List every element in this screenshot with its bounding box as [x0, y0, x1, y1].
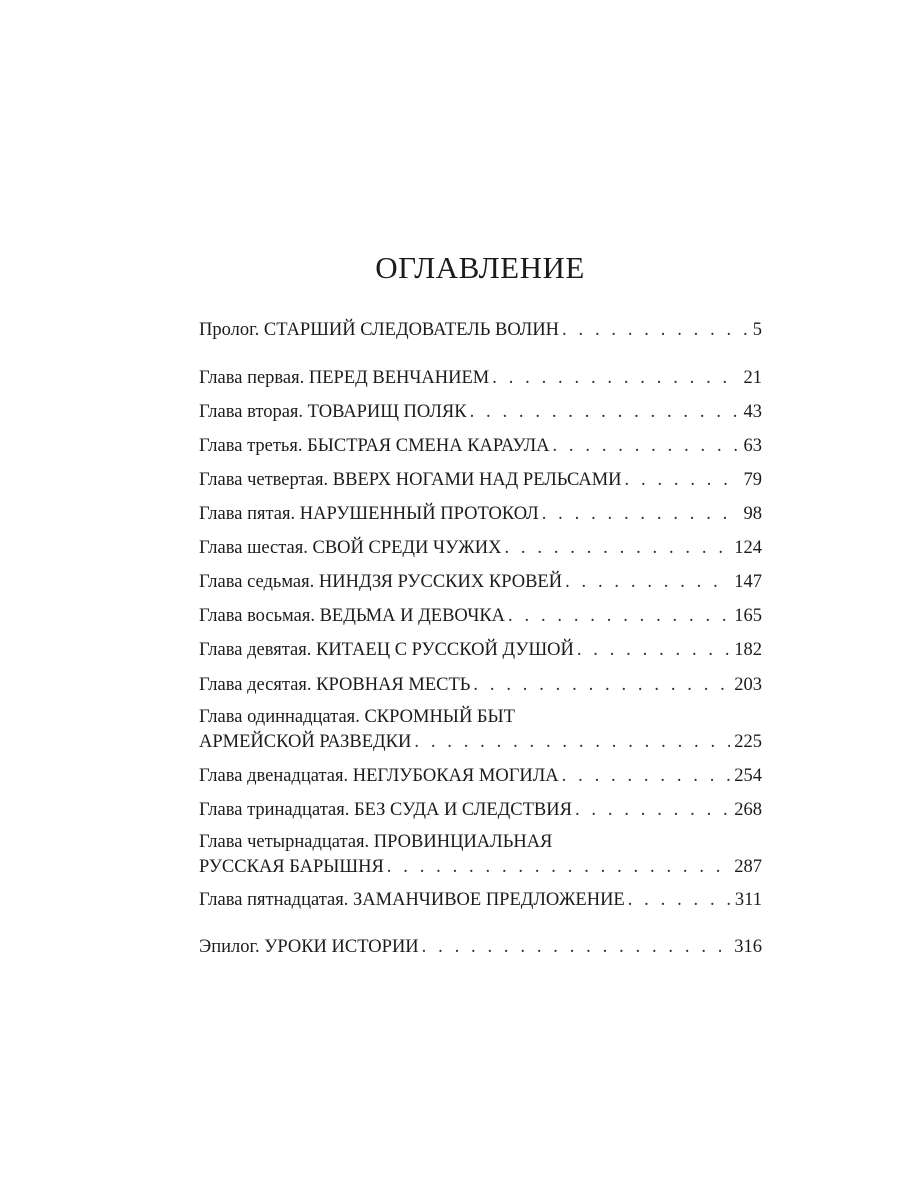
toc-entry	[199, 604, 762, 628]
dot-leader	[473, 673, 730, 697]
toc-entry-title: Глава седьмая. НИНДЗЯ РУССКИХ КРОВЕЙ	[199, 572, 563, 592]
toc-heading: ОГЛАВЛЕНИЕ	[375, 250, 585, 285]
toc-entry	[199, 798, 762, 822]
toc-entry-page-number: 43	[743, 402, 762, 422]
toc-entry-title: Глава девятая. КИТАЕЦ С РУССКОЙ ДУШОЙ	[199, 640, 574, 660]
toc-entry-line	[199, 570, 762, 594]
dot-leader	[628, 888, 731, 912]
toc-entry-title: Глава восьмая. ВЕДЬМА И ДЕВОЧКА	[199, 606, 506, 626]
toc-entry-page-number: 79	[743, 470, 762, 490]
toc-entry-line	[199, 366, 762, 390]
toc-entry-page-number: 254	[734, 766, 762, 786]
toc-entry-page-number: 311	[734, 890, 762, 910]
toc-entry	[199, 673, 762, 697]
toc-entry	[199, 638, 762, 662]
toc-entry-line	[199, 673, 762, 697]
toc-entry-line	[199, 798, 762, 822]
toc-entry-page-number: 147	[734, 572, 762, 592]
toc-entry-page-number: 124	[734, 538, 762, 558]
toc-entry-line	[199, 855, 762, 880]
toc-entry-title: РУССКАЯ БАРЫШНЯ	[199, 857, 384, 877]
toc-entry-page-number: 268	[734, 800, 762, 820]
toc-entry-page-number: 316	[734, 937, 762, 957]
toc-entry	[199, 705, 762, 755]
toc-entry-title: Пролог. СТАРШИЙ СЛЕДОВАТЕЛЬ ВОЛИН	[199, 320, 560, 340]
dot-leader	[504, 536, 730, 560]
toc-entry-title-first-line: Глава четырнадцатая. ПРОВИНЦИАЛЬНАЯ	[199, 832, 553, 852]
toc-entry-line	[199, 536, 762, 560]
toc-entry-line	[199, 764, 762, 788]
toc-entry-title: АРМЕЙСКОЙ РАЗВЕДКИ	[199, 732, 412, 752]
toc-entry	[199, 764, 762, 788]
toc-entry-page-number: 5	[752, 320, 762, 340]
toc-entry-line	[199, 730, 762, 755]
toc-entry	[199, 400, 762, 424]
toc-entry	[199, 366, 762, 390]
toc-entry-line	[199, 400, 762, 424]
toc-entry-title: Глава десятая. КРОВНАЯ МЕСТЬ	[199, 675, 471, 695]
toc-entry-line	[199, 502, 762, 526]
dot-leader	[552, 434, 739, 458]
toc-entry	[199, 468, 762, 492]
dot-leader	[575, 798, 730, 822]
toc-entry-page-number: 287	[734, 857, 762, 877]
toc-entry-line	[199, 434, 762, 458]
toc-entry-line	[199, 935, 762, 959]
toc-entry-page-number: 165	[734, 606, 762, 626]
toc-entry-page-number: 63	[743, 436, 762, 456]
dot-leader	[492, 366, 739, 390]
toc-entry-title: Глава тринадцатая. БЕЗ СУДА И СЛЕДСТВИЯ	[199, 800, 572, 820]
toc-entry	[199, 502, 762, 526]
toc-entry-page-number: 98	[743, 504, 762, 524]
toc-entry	[199, 536, 762, 560]
dot-leader	[414, 730, 730, 755]
toc-entry-page-number: 21	[743, 368, 762, 388]
dot-leader	[565, 570, 730, 594]
toc-entry-line	[199, 888, 762, 912]
toc-entry-page-number: 182	[734, 640, 762, 660]
toc-entry-title: Глава пятая. НАРУШЕННЫЙ ПРОТОКОЛ	[199, 504, 539, 524]
toc-entry-title: Глава первая. ПЕРЕД ВЕНЧАНИЕМ	[199, 368, 490, 388]
dot-leader	[577, 638, 730, 662]
toc-entry-page-number: 203	[734, 675, 762, 695]
toc-entry	[199, 888, 762, 912]
dot-leader	[387, 855, 730, 880]
toc-entry-page-number: 225	[734, 732, 762, 752]
dot-leader	[562, 318, 749, 342]
toc-entry-title: Глава вторая. ТОВАРИЩ ПОЛЯК	[199, 402, 467, 422]
toc-entry-line	[199, 604, 762, 628]
toc-entry	[199, 570, 762, 594]
dot-leader	[470, 400, 740, 424]
dot-leader	[422, 935, 731, 959]
toc-entry-line	[199, 318, 762, 342]
toc-entry-title: Глава третья. БЫСТРАЯ СМЕНА КАРАУЛА	[199, 436, 550, 456]
toc-entry-title: Глава шестая. СВОЙ СРЕДИ ЧУЖИХ	[199, 538, 502, 558]
dot-leader	[625, 468, 740, 492]
toc-entry-line	[199, 638, 762, 662]
toc-entry-title: Глава двенадцатая. НЕГЛУБОКАЯ МОГИЛА	[199, 766, 559, 786]
dot-leader	[562, 764, 731, 788]
dot-leader	[508, 604, 730, 628]
toc-entry	[199, 318, 762, 342]
toc-entry-title: Эпилог. УРОКИ ИСТОРИИ	[199, 937, 419, 957]
toc-entry	[199, 935, 762, 959]
toc-entry	[199, 830, 762, 880]
toc-entry-title: Глава четвертая. ВВЕРХ НОГАМИ НАД РЕЛЬСАМИ	[199, 470, 622, 490]
toc-entry	[199, 434, 762, 458]
dot-leader	[542, 502, 740, 526]
toc-entry-title: Глава пятнадцатая. ЗАМАНЧИВОЕ ПРЕДЛОЖЕНИЕ	[199, 890, 625, 910]
toc-entry-title-first-line: Глава одиннадцатая. СКРОМНЫЙ БЫТ	[199, 707, 515, 727]
toc-entry-line	[199, 468, 762, 492]
